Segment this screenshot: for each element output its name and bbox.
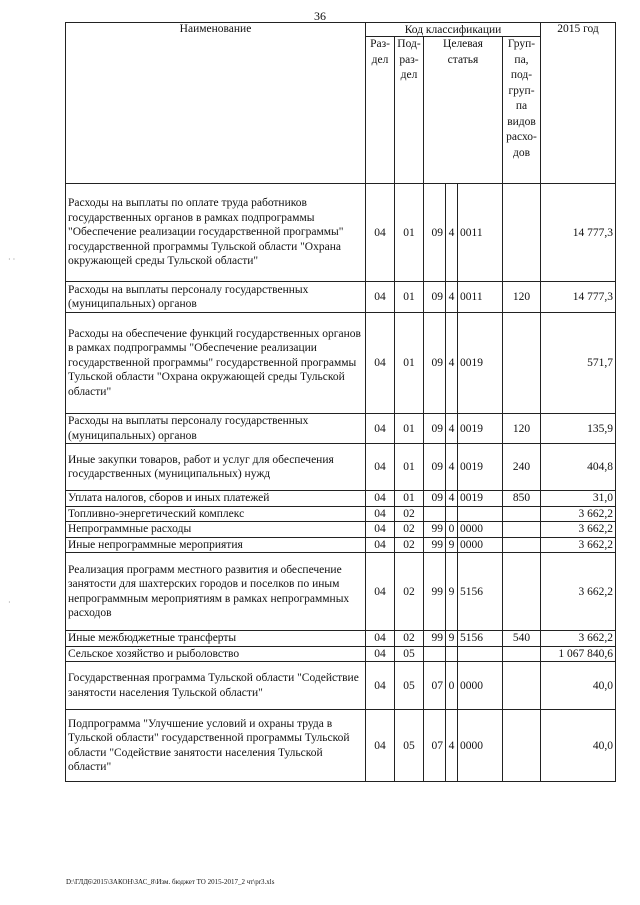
row-expense-group: 120 bbox=[503, 282, 541, 313]
table-row bbox=[66, 184, 616, 282]
row-target-subprogram: 4 bbox=[446, 184, 458, 282]
row-razdel: 04 bbox=[366, 184, 395, 282]
row-name: Непрограммные расходы bbox=[66, 522, 366, 538]
row-target-program: 07 bbox=[424, 662, 446, 710]
row-target-direction: 0019 bbox=[458, 491, 503, 507]
row-podrazdel: 01 bbox=[395, 184, 424, 282]
row-expense-group bbox=[503, 522, 541, 538]
row-expense-group: 120 bbox=[503, 414, 541, 444]
row-podrazdel: 02 bbox=[395, 631, 424, 647]
row-target-subprogram: 9 bbox=[446, 553, 458, 631]
row-razdel: 04 bbox=[366, 631, 395, 647]
row-target-direction: 5156 bbox=[458, 631, 503, 647]
row-name: Расходы на выплаты персоналу государственных (муниципальных) органов bbox=[66, 414, 366, 444]
row-name: Расходы на выплаты персоналу государственных (муниципальных) органов bbox=[66, 282, 366, 313]
footer-file-path: D:\ГЛД6\2015\ЗАКОН\ЗАС_8\Изм. бюджет ТО 2015-2017_2 чт\pr3.xls bbox=[66, 878, 275, 886]
row-target-subprogram: 4 bbox=[446, 414, 458, 444]
row-amount: 404,8 bbox=[541, 444, 616, 491]
row-expense-group: 850 bbox=[503, 491, 541, 507]
row-podrazdel: 05 bbox=[395, 662, 424, 710]
budget-table bbox=[65, 22, 616, 782]
header-year: 2015 год bbox=[541, 23, 616, 184]
margin-mark: · · bbox=[8, 255, 16, 264]
table-row bbox=[66, 710, 616, 782]
row-target-direction: 0011 bbox=[458, 184, 503, 282]
row-target-direction bbox=[458, 646, 503, 662]
row-target-program: 09 bbox=[424, 184, 446, 282]
row-target-direction: 0019 bbox=[458, 444, 503, 491]
row-target-direction: 5156 bbox=[458, 553, 503, 631]
row-podrazdel: 05 bbox=[395, 646, 424, 662]
row-amount: 40,0 bbox=[541, 710, 616, 782]
row-podrazdel: 02 bbox=[395, 537, 424, 553]
header-code-classification: Код классификации bbox=[366, 23, 541, 37]
row-name: Реализация программ местного развития и обеспечение занятости для шахтерских городов и поселков по иным непрограммным мероприятиям в рамках непрограммных расходов bbox=[66, 553, 366, 631]
row-amount: 3 662,2 bbox=[541, 553, 616, 631]
row-razdel: 04 bbox=[366, 282, 395, 313]
row-target-direction: 0000 bbox=[458, 537, 503, 553]
row-target-subprogram: 9 bbox=[446, 537, 458, 553]
table-row bbox=[66, 662, 616, 710]
row-expense-group bbox=[503, 646, 541, 662]
table-row bbox=[66, 313, 616, 414]
row-expense-group bbox=[503, 313, 541, 414]
row-target-direction bbox=[458, 506, 503, 522]
row-target-subprogram: 4 bbox=[446, 710, 458, 782]
row-expense-group: 240 bbox=[503, 444, 541, 491]
table-body bbox=[66, 184, 616, 782]
table-row bbox=[66, 444, 616, 491]
row-razdel: 04 bbox=[366, 313, 395, 414]
row-amount: 3 662,2 bbox=[541, 537, 616, 553]
row-amount: 31,0 bbox=[541, 491, 616, 507]
row-target-program: 99 bbox=[424, 631, 446, 647]
row-target-program: 07 bbox=[424, 710, 446, 782]
row-target-program: 09 bbox=[424, 414, 446, 444]
row-name: Иные непрограммные мероприятия bbox=[66, 537, 366, 553]
row-target-subprogram: 9 bbox=[446, 631, 458, 647]
row-amount: 135,9 bbox=[541, 414, 616, 444]
row-target-subprogram bbox=[446, 646, 458, 662]
row-target-subprogram: 4 bbox=[446, 282, 458, 313]
row-target-program: 09 bbox=[424, 313, 446, 414]
table-row bbox=[66, 631, 616, 647]
row-target-direction: 0000 bbox=[458, 522, 503, 538]
table-row bbox=[66, 506, 616, 522]
row-razdel: 04 bbox=[366, 662, 395, 710]
page-number: 36 bbox=[314, 9, 326, 23]
row-name: Иные межбюджетные трансферты bbox=[66, 631, 366, 647]
row-target-program: 09 bbox=[424, 491, 446, 507]
row-expense-group bbox=[503, 184, 541, 282]
row-podrazdel: 01 bbox=[395, 444, 424, 491]
row-podrazdel: 05 bbox=[395, 710, 424, 782]
row-amount: 1 067 840,6 bbox=[541, 646, 616, 662]
row-target-program: 99 bbox=[424, 537, 446, 553]
row-razdel: 04 bbox=[366, 553, 395, 631]
row-target-subprogram: 0 bbox=[446, 522, 458, 538]
row-expense-group bbox=[503, 710, 541, 782]
row-expense-group: 540 bbox=[503, 631, 541, 647]
header-target-article: Целевая статья bbox=[424, 37, 503, 184]
table-row bbox=[66, 537, 616, 553]
row-target-direction: 0019 bbox=[458, 313, 503, 414]
row-amount: 3 662,2 bbox=[541, 506, 616, 522]
row-amount: 571,7 bbox=[541, 313, 616, 414]
row-expense-group bbox=[503, 553, 541, 631]
row-target-subprogram: 4 bbox=[446, 444, 458, 491]
row-podrazdel: 01 bbox=[395, 414, 424, 444]
table-row bbox=[66, 414, 616, 444]
row-target-subprogram bbox=[446, 506, 458, 522]
row-name: Сельское хозяйство и рыболовство bbox=[66, 646, 366, 662]
row-target-direction: 0000 bbox=[458, 710, 503, 782]
row-target-program: 09 bbox=[424, 282, 446, 313]
row-razdel: 04 bbox=[366, 537, 395, 553]
row-target-program: 99 bbox=[424, 553, 446, 631]
row-amount: 14 777,3 bbox=[541, 282, 616, 313]
row-name: Уплата налогов, сборов и иных платежей bbox=[66, 491, 366, 507]
row-target-subprogram: 4 bbox=[446, 313, 458, 414]
row-name: Топливно-энергетический комплекс bbox=[66, 506, 366, 522]
row-podrazdel: 02 bbox=[395, 553, 424, 631]
row-target-direction: 0019 bbox=[458, 414, 503, 444]
row-amount: 3 662,2 bbox=[541, 631, 616, 647]
row-name: Иные закупки товаров, работ и услуг для обеспечения государственных (муниципальных) нужд bbox=[66, 444, 366, 491]
row-razdel: 04 bbox=[366, 506, 395, 522]
table-row bbox=[66, 646, 616, 662]
row-amount: 14 777,3 bbox=[541, 184, 616, 282]
row-amount: 40,0 bbox=[541, 662, 616, 710]
row-podrazdel: 02 bbox=[395, 522, 424, 538]
row-razdel: 04 bbox=[366, 414, 395, 444]
row-name: Расходы на выплаты по оплате труда работников государственных органов в рамках подпрограммы "Обеспечение реализации государственной программы" государственной программы Тульской области "Охрана окружающей среды Тульской области" bbox=[66, 184, 366, 282]
row-amount: 3 662,2 bbox=[541, 522, 616, 538]
row-razdel: 04 bbox=[366, 646, 395, 662]
header-razdel: Раз- дел bbox=[366, 37, 395, 184]
row-podrazdel: 01 bbox=[395, 313, 424, 414]
row-podrazdel: 01 bbox=[395, 282, 424, 313]
row-razdel: 04 bbox=[366, 491, 395, 507]
table-row bbox=[66, 522, 616, 538]
row-target-direction: 0011 bbox=[458, 282, 503, 313]
row-podrazdel: 02 bbox=[395, 506, 424, 522]
header-podrazdel: Под- раз- дел bbox=[395, 37, 424, 184]
row-target-direction: 0000 bbox=[458, 662, 503, 710]
table-row bbox=[66, 491, 616, 507]
row-target-program bbox=[424, 646, 446, 662]
row-name: Подпрограмма "Улучшение условий и охраны труда в Тульской области" государственной программы Тульской области "Содействие занятости населения Тульской области" bbox=[66, 710, 366, 782]
row-target-subprogram: 4 bbox=[446, 491, 458, 507]
row-razdel: 04 bbox=[366, 522, 395, 538]
header-expense-group: Груп- па, под- груп- па видов расхо- дов bbox=[503, 37, 541, 184]
row-razdel: 04 bbox=[366, 444, 395, 491]
row-podrazdel: 01 bbox=[395, 491, 424, 507]
row-expense-group bbox=[503, 506, 541, 522]
table-row bbox=[66, 282, 616, 313]
row-expense-group bbox=[503, 537, 541, 553]
header-name: Наименование bbox=[66, 23, 366, 184]
table-row bbox=[66, 553, 616, 631]
row-target-program: 99 bbox=[424, 522, 446, 538]
row-target-program bbox=[424, 506, 446, 522]
row-name: Государственная программа Тульской области "Содействие занятости населения Тульской области" bbox=[66, 662, 366, 710]
row-name: Расходы на обеспечение функций государственных органов в рамках подпрограммы "Обеспечение реализации государственной программы" государственной программы Тульской области "Охрана окружающей среды Тульской области" bbox=[66, 313, 366, 414]
row-razdel: 04 bbox=[366, 710, 395, 782]
row-target-program: 09 bbox=[424, 444, 446, 491]
row-target-subprogram: 0 bbox=[446, 662, 458, 710]
margin-mark: · bbox=[8, 598, 11, 607]
row-expense-group bbox=[503, 662, 541, 710]
